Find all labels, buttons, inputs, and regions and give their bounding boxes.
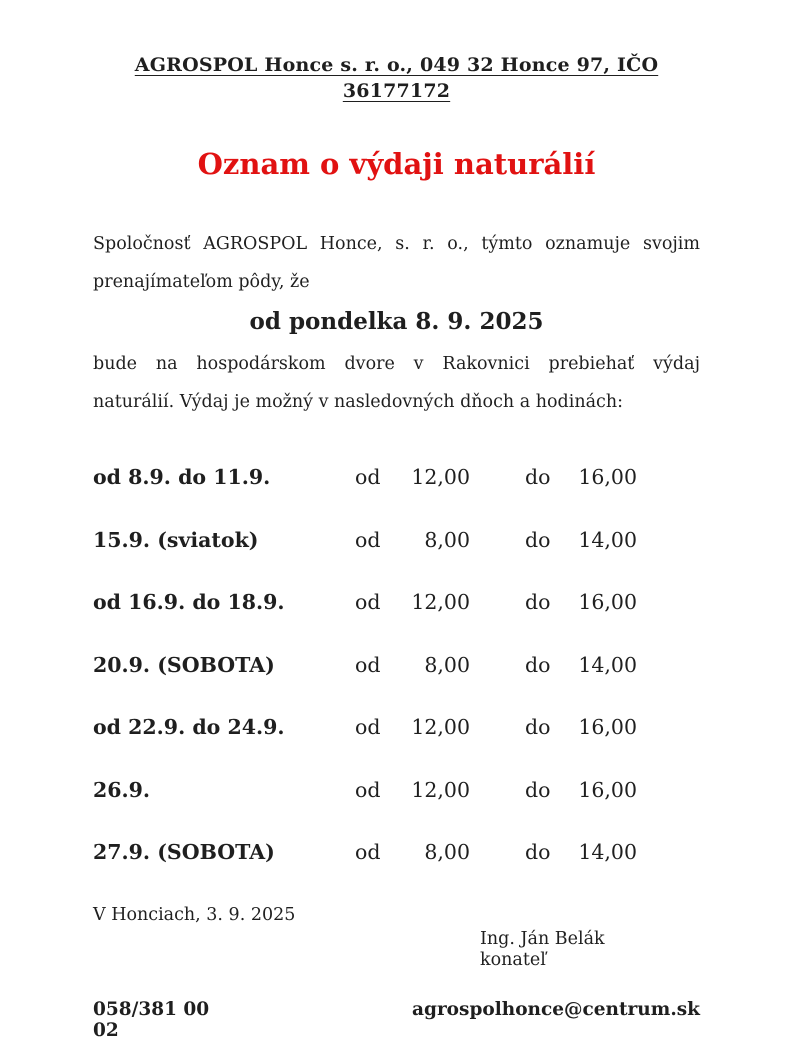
signer-name: Ing. Ján Belák <box>480 928 605 949</box>
to-label: do <box>525 590 551 614</box>
intro1-line2: prenajímateľom pôdy, že <box>93 272 310 292</box>
schedule-table <box>93 465 700 865</box>
schedule-date: od 16.9. do 18.9. <box>93 590 285 614</box>
from-label: od <box>355 527 381 552</box>
from-label: od <box>355 465 381 489</box>
intro2-line1: bude na hospodárskom dvore v Rakovnici prebiehať výdaj <box>93 354 700 374</box>
from-time: 8,00 <box>424 652 470 677</box>
schedule-row <box>93 778 700 803</box>
place-and-date: V Honciach, 3. 9. 2025 <box>93 904 296 925</box>
to-time: 16,00 <box>578 465 637 489</box>
from-time: 12,00 <box>411 465 470 489</box>
from-label: od <box>355 840 381 864</box>
to-label: do <box>525 715 551 739</box>
from-time: 12,00 <box>411 715 470 739</box>
contact-row <box>93 999 700 1041</box>
to-label: do <box>525 840 551 864</box>
from-label: od <box>355 652 381 677</box>
to-label: do <box>525 652 551 677</box>
from-time: 12,00 <box>411 777 470 802</box>
from-time: 12,00 <box>411 590 470 614</box>
intro2-line2: naturálií. Výdaj je možný v nasledovných dňoch a hodinách: <box>93 392 623 412</box>
schedule-date: od 22.9. do 24.9. <box>93 715 285 739</box>
schedule-row <box>93 715 700 740</box>
start-date-subtitle: od pondelka 8. 9. 2025 <box>249 308 544 335</box>
phone-number: 058/381 00 02 <box>93 998 210 1041</box>
to-time: 14,00 <box>578 652 637 677</box>
to-time: 16,00 <box>578 777 637 802</box>
to-time: 16,00 <box>578 715 637 739</box>
schedule-row <box>93 590 700 615</box>
to-time: 14,00 <box>578 840 637 864</box>
schedule-row <box>93 840 700 865</box>
from-time: 8,00 <box>424 840 470 864</box>
company-header: AGROSPOL Honce s. r. o., 049 32 Honce 97, IČO 36177172 <box>134 54 659 102</box>
intro1-line1: Spoločnosť AGROSPOL Honce, s. r. o., týmto oznamuje svojim <box>93 234 700 254</box>
to-time: 16,00 <box>578 590 637 614</box>
from-label: od <box>355 777 381 802</box>
schedule-row <box>93 465 700 490</box>
to-label: do <box>525 777 551 802</box>
schedule-date: od 8.9. do 11.9. <box>93 465 271 489</box>
from-label: od <box>355 590 381 614</box>
to-label: do <box>525 465 551 489</box>
schedule-row <box>93 653 700 678</box>
intro-paragraph-1 <box>93 225 700 301</box>
signature-block <box>480 929 700 971</box>
from-time: 8,00 <box>424 527 470 552</box>
email-address: agrospolhonce@centrum.sk <box>412 998 700 1020</box>
signer-role: konateľ <box>480 949 546 970</box>
schedule-row <box>93 528 700 553</box>
page-title: Oznam o výdaji naturálií <box>197 147 596 181</box>
from-label: od <box>355 715 381 739</box>
schedule-date: 27.9. (SOBOTA) <box>93 840 275 864</box>
to-time: 14,00 <box>578 527 637 552</box>
schedule-date: 26.9. <box>93 777 151 802</box>
intro-paragraph-2 <box>93 345 700 421</box>
schedule-date: 20.9. (SOBOTA) <box>93 652 275 677</box>
to-label: do <box>525 527 551 552</box>
schedule-date: 15.9. (sviatok) <box>93 527 259 552</box>
